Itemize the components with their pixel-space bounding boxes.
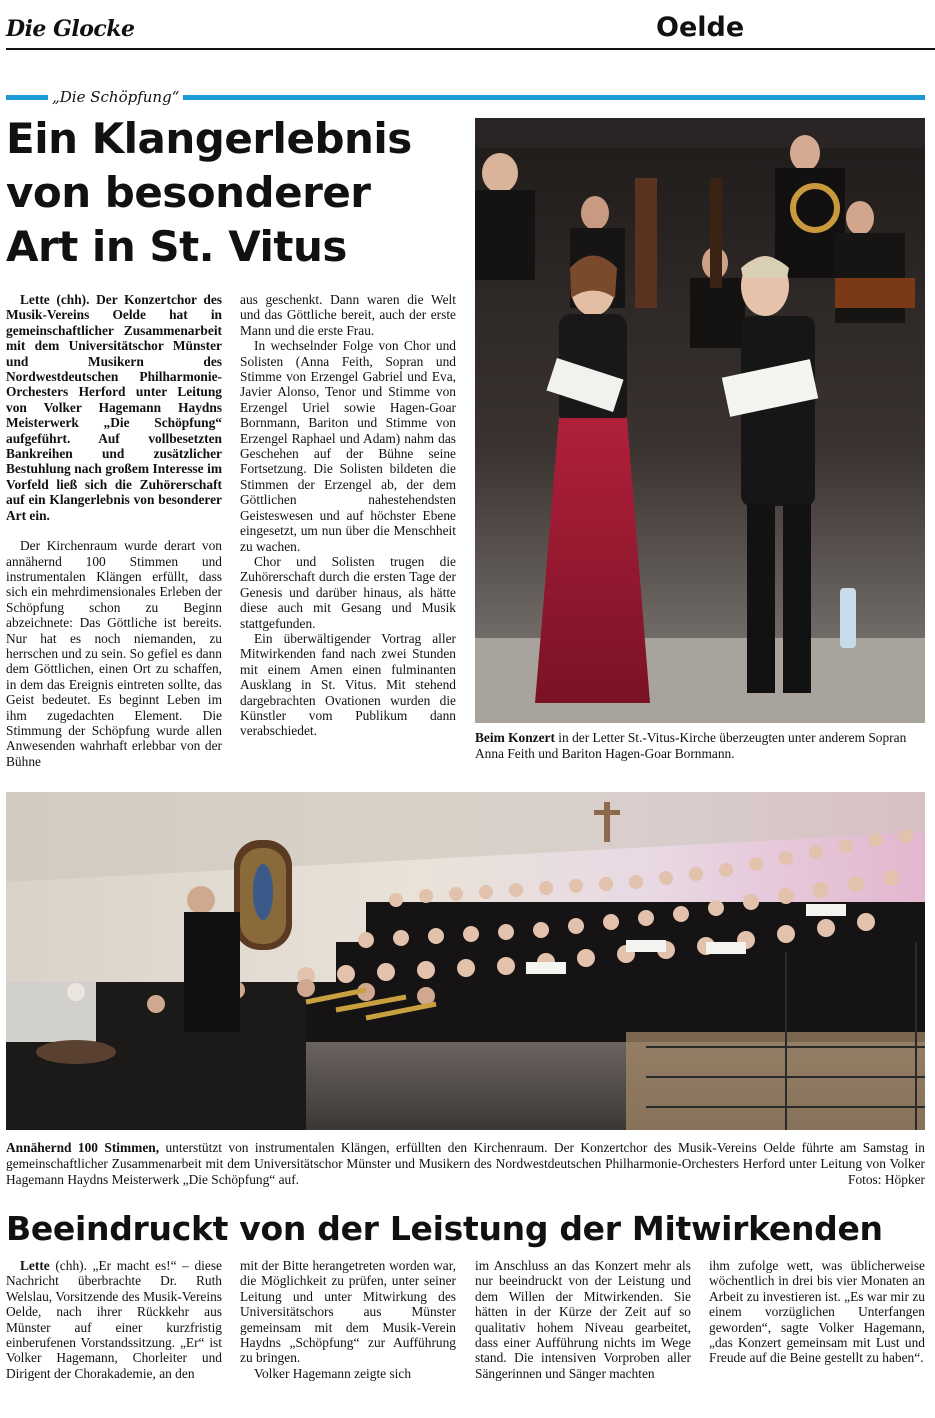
article2-text: (chh). „Er macht es!“ – diese Nachricht überbrachte Dr. Ruth Welslau, Vorsitzende des Musik-Vereins Oelde, nach ihrer Rückkehr aus Münster auf einer kurzfristig einberufenen Vorstandssitzung. „Er“ ist Volker Hagemann, Chorleiter und Dirigent der Chorakademie, an den [6,1258,222,1381]
soloists-photo-image [475,118,925,723]
caption-bold: Annähernd 100 Stimmen, [6,1140,160,1155]
photo2-caption [6,1140,925,1188]
caption-text: in der Letter St.-Vitus-Kirche überzeugten unter anderem Sopran Anna Feith und Bariton Hagen-Goar Bornmann. [475,730,907,761]
caption-bold: Beim Konzert [475,730,555,745]
photo-credit: Fotos: Höpker [848,1172,925,1187]
article2-column-2 [240,1258,456,1381]
caption-text: unterstützt von instrumentalen Klängen, erfüllten den Kirchenraum. Der Konzertchor des Musik-Vereins Oelde führte am Samstag in gemeinschaftlicher Zusammenarbeit mit dem Universitätschor Münster und Musikern des Nordwestdeutschen Philharmonie-Orchesters Herford unter Leitung von Volker Hagemann Haydns Meisterwerk „Die Schöpfung“ auf. [6,1140,925,1187]
article-paragraph: aus geschenkt. Dann waren die Welt und das Göttliche bereit, auch der erste Mann und die erste Frau. [240,292,456,338]
choir-photo-image [6,792,925,1130]
soloists-photo [475,118,925,723]
masthead-rule [6,48,935,50]
article-column-1 [6,292,222,769]
article-paragraph: In wechselnder Folge von Chor und Solisten (Anna Feith, Sopran und Stimme von Erzengel Gabriel und Eva, Javier Alonso, Tenor und Stimme von Erzengel Uriel sowie Hagen-Goar Bornmann, Bariton und Stimme von Erzengel Raphael und Adam) nahm das Geschehen auf der Bühne seine Fortsetzung. Die Solisten bildeten die Stimmen der Erzengel ab, der dem Göttlichen nahestehendsten Geisteswesen und auf höchster Ebene eingesetzt, um nun über die Menschheit zu wachen. [240,338,456,554]
article-lead: Lette (chh). Der Konzertchor des Musik-Vereins Oelde hat in gemeinschaftlicher Zusammenarbeit mit dem Universitätschor Münster und Musikern des Nordwestdeutschen Philharmonie-Orchesters Herford unter Leitung von Volker Hagemann Haydns Meisterwerk „Die Schöpfung“ aufgeführt. Auf vollbesetzten Bankreihen und zusätzlicher Bestuhlung nach großem Interesse im Vorfeld ließ sich die Zuhörerschaft auf ein Klangerlebnis von besonderer Art ein. [6,292,222,523]
newspaper-logo: Die Glocke [6,16,135,42]
kicker-bar-right [190,95,925,100]
article2-text: ihm zufolge wett, was üblicherweise wöchentlich in drei bis vier Monaten an Arbeit zu investieren ist. „Es war mir zu einem vorzüglichen Unterfangen geworden“, sagte Volker Hagemann, „das Konzert gemeinsam mit Lust und Freude auf die Beine gestellt zu haben“. [709,1258,925,1366]
headline-line: Ein Klangerlebnis [6,114,412,163]
kicker: „Die Schöpfung“ [48,88,183,106]
headline [6,112,466,274]
article-paragraph: Chor und Solisten trugen die Zuhörerschaft durch die ersten Tage der Genesis und darüber hinaus, als hätte diese auch mit Gesang und Musik stattgefunden. [240,553,456,631]
article2-lead-place: Lette [20,1258,50,1273]
headline-line: Art in St. Vitus [6,222,347,271]
article2-column-1 [6,1258,222,1381]
article2-text: mit der Bitte herangetreten worden war, die Möglichkeit zu prüfen, unter seiner Leitung und unter Mitwirkung des Universitätschors aus Münster gemeinsam mit dem Musik-Verein Haydns „Schöpfung“ zur Aufführung zu bringen. [240,1258,456,1366]
photo1-caption [475,730,925,762]
article-column-2 [240,292,456,739]
article2-column-4 [709,1258,925,1366]
article2-text: im Anschluss an das Konzert mehr als nur beeindruckt von der Leistung und dem Willen der Mitwirkenden. Sie hätten in der Kürze der Zeit auf so qualitativ hohem Niveau gearbeitet, dass einer Aufführung nichts im Wege stand. Die intensiven Vorproben aller Sängerinnen und Sänger machten [475,1258,691,1381]
masthead [6,10,935,50]
choir-photo [6,792,925,1130]
article-paragraph: Ein überwältigender Vortrag aller Mitwirkenden fand nach zwei Stunden mit einem Amen einen fulminanten Ausklang in St. Vitus. Mit stehend dargebrachten Ovationen wurden die Künstler vom Publikum dann verabschiedet. [240,630,456,739]
article-paragraph: Der Kirchenraum wurde derart von annähernd 100 Stimmen und instrumentalen Klängen erfüllt, dass sich ein mehrdimensionales Erleben der Schöpfung schon zu Beginn abzeichnete: Das Göttliche ist bereits. Nur hat es noch niemanden, zu herrschen und zu sein. So gefiel es dann dem Göttlichen, einen Ort zu schaffen, in dem das Ereignis eintreten sollte, das Geist bedeutet. Es beginnt Leben im ihm zugedachten Element. Die Stimmung der Schöpfung wurde allen Anwesenden wahrhaft erlebbar von der Bühne [6,538,222,769]
article2-text: Volker Hagemann zeigte sich [254,1365,412,1381]
article2-column-3 [475,1258,691,1381]
section-name: Oelde [656,12,745,43]
article2-headline: Beeindruckt von der Leistung der Mitwirkenden [6,1209,883,1248]
headline-line: von besonderer [6,168,371,217]
